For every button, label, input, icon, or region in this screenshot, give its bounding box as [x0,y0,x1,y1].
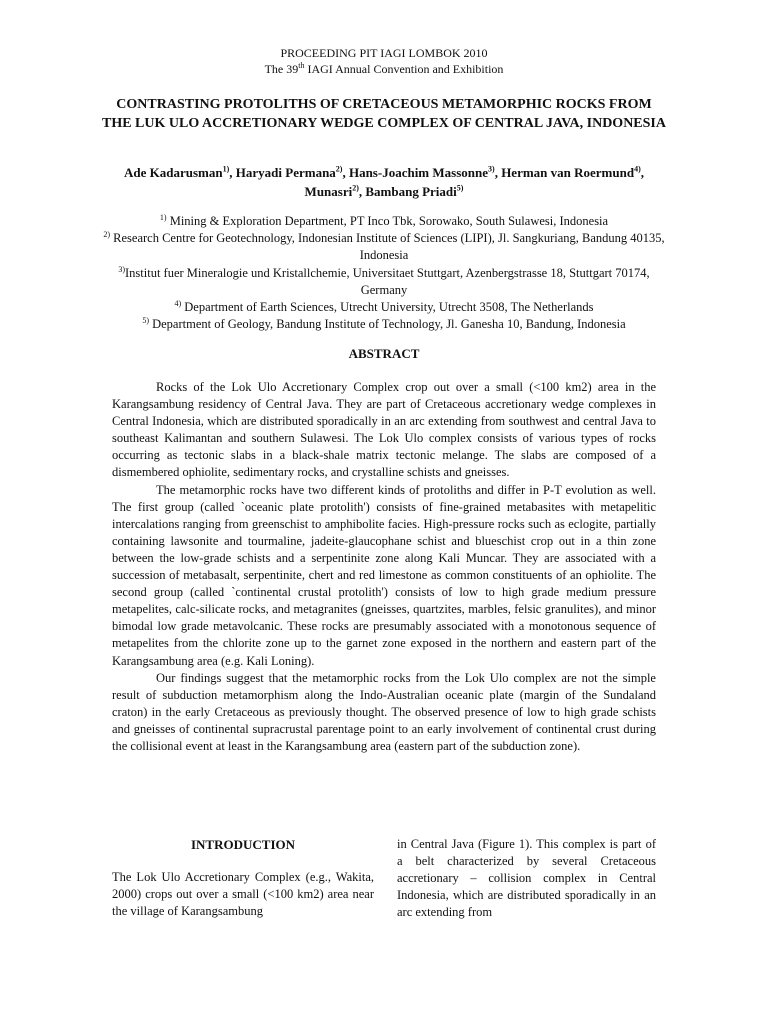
author-affiliation-mark: 2) [352,183,359,193]
affiliation [100,213,668,230]
abstract-paragraph: Our findings suggest that the metamorphic rocks from the Lok Ulo complex are not the simple result of subduction metamorphism along the Indo-Australian oceanic plate (margin of the Sundaland craton) in the early Cretaceous as previously thought. The observed presence of low to high grade schists and gneisses of continental supracrustal parentage point to an early involvement of continental crust during the collisional event at least in the Karangsambung area (eastern part of the subduction zone). [112,670,656,753]
affiliation [100,230,668,264]
author-affiliation-mark: 2) [335,164,343,174]
affiliation-mark: 1) [159,212,167,222]
convention-line: The 39th IAGI Annual Convention and Exhibition [264,61,504,76]
introduction-text-right: in Central Java (Figure 1). This complex is part of a belt characterized by several Cretaceous accretionary – collision complex in Central Indonesia, which are distributed sporadically in an arc extending from [397,837,656,919]
author-separator: , [640,165,644,180]
affiliation-text: Department of Earth Sciences, Utrecht University, Utrecht 3508, The Netherlands [181,300,594,315]
proceeding-header [0,45,768,77]
abstract-paragraph: The metamorphic rocks have two different kinds of protoliths and differ in P-T evolution as well. The first group (called `oceanic plate protolith') consists of fine-grained metabasites with metapelitic intercalations ranging from greenschist to amphibolite facies. High-pressure rocks such as eclogite, partially containing lawsonite and tourmaline, jadeite-glaucophane schist and blueschist crop out in a thin zone between the low-grade schists and a serpentinite zone along Kali Muncar. They are associated with a succession of metabasalt, serpentinite, chert and red limestone as common constituents of an ophiolite. The second group (called `continental crustal protolith') consists of low to high grade medium pressure metapelites, calc-silicate rocks, and metagranites (gneisses, quartzites, marbles, felsic granulites), and minor bimodal low grade metavolcanic. These rocks are presumably associated with a monotonous sequence of metapelites from the chlorite zone up to the garnet zone exposed in the northern and eastern part of the Karangsambung area (e.g. Kali Loning). [112,482,656,668]
affiliation [100,316,668,333]
author-affiliation-mark: 3) [488,164,495,174]
author-name: Bambang Priadi [365,184,457,199]
left-column [112,836,374,920]
author-affiliation-mark: 1) [222,164,230,174]
introduction-text-left: The Lok Ulo Accretionary Complex (e.g., Wakita, 2000) crops out over a small (<100 km2) area near the village of Karangsambung [112,870,374,918]
author-list [100,163,668,201]
affiliation-mark: 4) [174,298,182,308]
affiliation-text: Research Centre for Geotechnology, Indonesian Institute of Sciences (LIPI), Jl. Sangkuriang, Bandung 40135, Indonesia [110,231,665,263]
affiliation [100,265,668,299]
author-name: Munasri [304,184,353,199]
affiliation-mark: 2) [103,230,111,240]
paper-title: CONTRASTING PROTOLITHS OF CRETACEOUS METAMORPHIC ROCKS FROM THE LUK ULO ACCRETIONARY WEDGE COMPLEX OF CENTRAL JAVA, INDONESIA [101,97,666,131]
abstract-body [112,379,656,755]
right-column [397,836,656,921]
affiliation-text: Department of Geology, Bandung Institute of Technology, Jl. Ganesha 10, Bandung, Indonesia [148,317,626,332]
abstract-paragraph: Rocks of the Lok Ulo Accretionary Complex crop out over a small (<100 km2) area in the Karangsambung residency of Central Java. They are part of Cretaceous accretionary wedge complexes in Central Indonesia, which are distributed sporadically in an arc extending from southwest and central Java to southeast Kalimantan and southern Sulawesi. The Lok Ulo complex consists of various types of rocks occurring as tectonic slabs in a black-shale matrix tectonic melange. The slabs are composed of a dismembered ophiolite, sedimentary rocks, and crystalline schists and gneisses. [112,380,656,480]
author-separator: , [358,184,366,199]
abstract-heading: ABSTRACT [348,346,420,361]
introduction-heading: INTRODUCTION [190,837,295,852]
affiliation-mark: 5) [142,316,149,326]
affiliation-list [100,213,668,333]
author-separator: , [494,165,502,180]
affiliation-text: Institut fuer Mineralogie und Kristallchemie, Universitaet Stuttgart, Azenbergstrasse 18, Stuttgart 70174, Germany [125,265,650,297]
author-name: Ade Kadarusman [124,165,223,180]
author-affiliation-mark: 5) [456,183,464,193]
author-name: Hans-Joachim Massonne [348,165,489,180]
proceeding-title: PROCEEDING PIT IAGI LOMBOK 2010 [280,46,488,60]
author-name: Herman van Roermund [501,165,635,180]
affiliation-mark: 3) [118,264,125,274]
author-separator: , [342,165,349,180]
author-name: Haryadi Permana [235,165,336,180]
affiliation-text: Mining & Exploration Department, PT Inco Tbk, Sorowako, South Sulawesi, Indonesia [166,214,609,228]
author-affiliation-mark: 4) [634,164,641,174]
affiliation [100,299,668,316]
author-separator: , [229,165,236,180]
